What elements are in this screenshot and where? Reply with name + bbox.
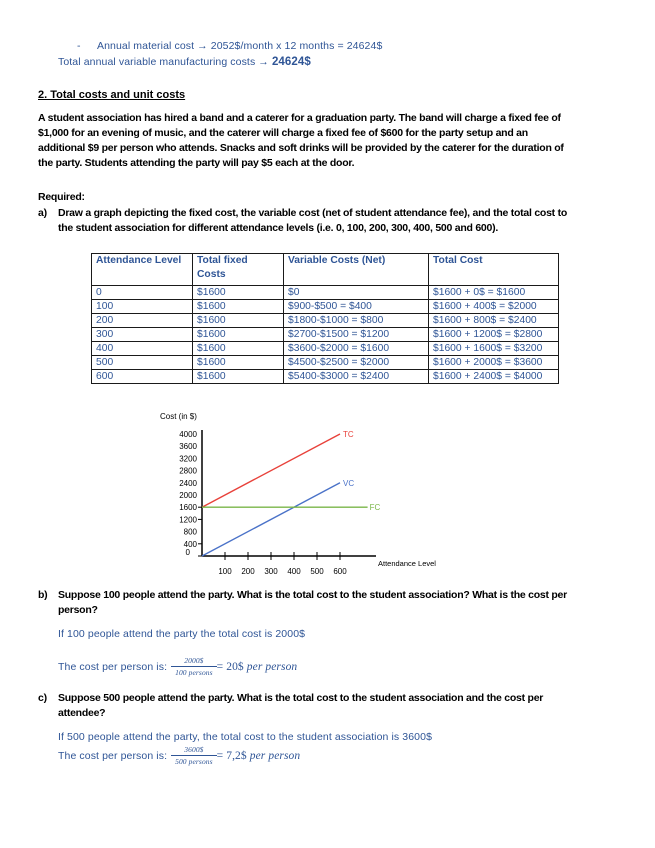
section-heading: 2. Total costs and unit costs [38,89,186,101]
header-total-cost: Total Cost [429,254,559,286]
answer-c-fraction [171,745,217,766]
y-tick-group [179,430,202,557]
answer-b-total: If 100 people attend the party the total cost is 2000$ [58,628,306,640]
answer-b-numerator: 2000$ [171,656,217,667]
table-cell: $0 [284,286,429,300]
question-c-line-1: Suppose 500 people attend the party. What is the total cost to the student association and the cost per [58,692,544,704]
x-tick-label: 400 [287,567,301,576]
table-cell: 0 [92,286,193,300]
answer-c-result [217,750,301,762]
table-cell: $1600 + 800$ = $2400 [429,314,559,328]
table-cell: $1600 + 2000$ = $3600 [429,356,559,370]
table-cell: $5400-$3000 = $2400 [284,370,429,384]
x-tick-label: 300 [264,567,278,576]
answer-b-result-unit: per person [246,660,298,673]
table-row [92,314,559,328]
table-cell: 100 [92,300,193,314]
table-row [92,356,559,370]
table-cell: $1600 + 0$ = $1600 [429,286,559,300]
table-row [92,286,559,300]
table-cell: $1600 [193,328,284,342]
series-label-tc: TC [343,430,354,439]
problem-line-1: A student association has hired a band and a caterer for a graduation party. The band will charge a fixed fee of [38,112,561,124]
question-c-label: c) [38,692,47,704]
material-dash: - [77,40,81,52]
answer-c-result-eq: = 7,2$ [216,749,250,762]
y-tick-label: 4000 [179,430,197,439]
answer-c-denominator: 500 persons [175,757,213,766]
series-label-vc: VC [343,478,355,488]
total-variable-line [58,56,311,68]
header-variable-costs: Variable Costs (Net) [284,254,429,286]
problem-line-4: the party. Students attending the party will pay $5 each at the door. [38,157,355,169]
table-cell: $1600 + 400$ = $2000 [429,300,559,314]
table-cell: $1600 [193,370,284,384]
series-line-vc [202,483,340,556]
answer-b-per-person [58,656,297,677]
problem-line-2: $1,000 for an evening of music, and the caterer will charge a fixed fee of $600 for the party setup and an [38,127,528,139]
y-tick-label: 0 [185,548,190,557]
material-cost-line: Annual material cost → 2052$/month x 12 months = 24624$ [97,40,383,52]
y-tick-label: 3600 [179,442,197,452]
x-tick-label: 600 [333,567,347,576]
question-a-label: a) [38,207,47,219]
table-body [92,286,559,384]
answer-b-fraction [171,656,217,677]
y-tick-label: 2000 [179,491,197,500]
y-tick-label: 3200 [179,454,197,464]
x-tick-label: 200 [241,567,255,576]
y-tick-label: 1600 [179,503,197,513]
answer-c-total: If 500 people attend the party, the total cost to the student association is 3600$ [58,731,433,743]
answer-c-per-person [58,745,300,766]
x-tick-label: 500 [310,567,324,576]
table-row [92,328,559,342]
table-cell: $1600 [193,314,284,328]
table-row [92,342,559,356]
table-cell: $4500-$2500 = $2000 [284,356,429,370]
question-a-line-2: the student association for different attendance levels (i.e. 0, 100, 200, 300, 400, 500 and 600). [58,222,499,234]
total-variable-prefix: Total annual variable manufacturing costs → [58,56,272,68]
table-cell: 200 [92,314,193,328]
table-cell: 500 [92,356,193,370]
question-b-label: b) [38,589,48,601]
total-variable-value: 24624$ [271,56,311,68]
answer-b-result-eq: = 20$ [216,660,247,673]
x-axis-label: Attendance Level [378,559,436,568]
question-a-line-1: Draw a graph depicting the fixed cost, the variable cost (net of student attendance fee), and the total cost to [58,207,567,219]
table-cell: $2700-$1500 = $1200 [284,328,429,342]
question-b-line-1: Suppose 100 people attend the party. What is the total cost to the student association? What is the cost per [58,589,567,601]
y-tick-label: 2400 [179,478,197,488]
y-tick-label: 400 [183,539,197,549]
x-tick-label: 100 [218,567,232,576]
table-row [92,370,559,384]
header-attendance: Attendance Level [92,254,193,286]
table-cell: 400 [92,342,193,356]
answer-b-prefix: The cost per person is: [58,660,168,673]
required-label: Required: [38,191,85,203]
answer-c-result-unit: per person [249,749,301,762]
answer-c-numerator: 3600$ [171,745,217,756]
y-tick-label: 1200 [179,515,197,525]
answer-c-prefix: The cost per person is: [58,749,168,762]
answer-b-denominator: 100 persons [175,668,213,677]
table-cell: $1600 [193,286,284,300]
y-tick-label: 2800 [179,466,197,476]
table-cell: $1600 + 1200$ = $2800 [429,328,559,342]
table-header-row [92,254,559,286]
table-cell: $1600 [193,300,284,314]
table-cell: $1600 + 2400$ = $4000 [429,370,559,384]
question-b-line-2: person? [58,604,98,616]
series-label-fc: FC [369,503,381,513]
problem-line-3: additional $9 per person who attends. Snacks and soft drinks will be provided by the caterer for the duration of [38,142,564,154]
table-cell: $1600 + 1600$ = $3200 [429,342,559,356]
question-c-line-2: attendee? [58,707,106,719]
y-tick-label: 800 [183,527,197,537]
series-line-tc [202,434,340,507]
table-cell: $900-$500 = $400 [284,300,429,314]
series-group [202,430,380,556]
table-cell: $3600-$2000 = $1600 [284,342,429,356]
table-row [92,300,559,314]
table-cell: $1800-$1000 = $800 [284,314,429,328]
table-cell: $1600 [193,342,284,356]
cost-chart [150,408,470,583]
table-cell: 600 [92,370,193,384]
header-fixed-costs: Total fixed Costs [193,254,284,286]
y-axis-label: Cost (in $) [160,412,197,421]
table-cell: 300 [92,328,193,342]
answer-b-result [217,661,298,673]
table-cell: $1600 [193,356,284,370]
cost-table [91,253,559,384]
